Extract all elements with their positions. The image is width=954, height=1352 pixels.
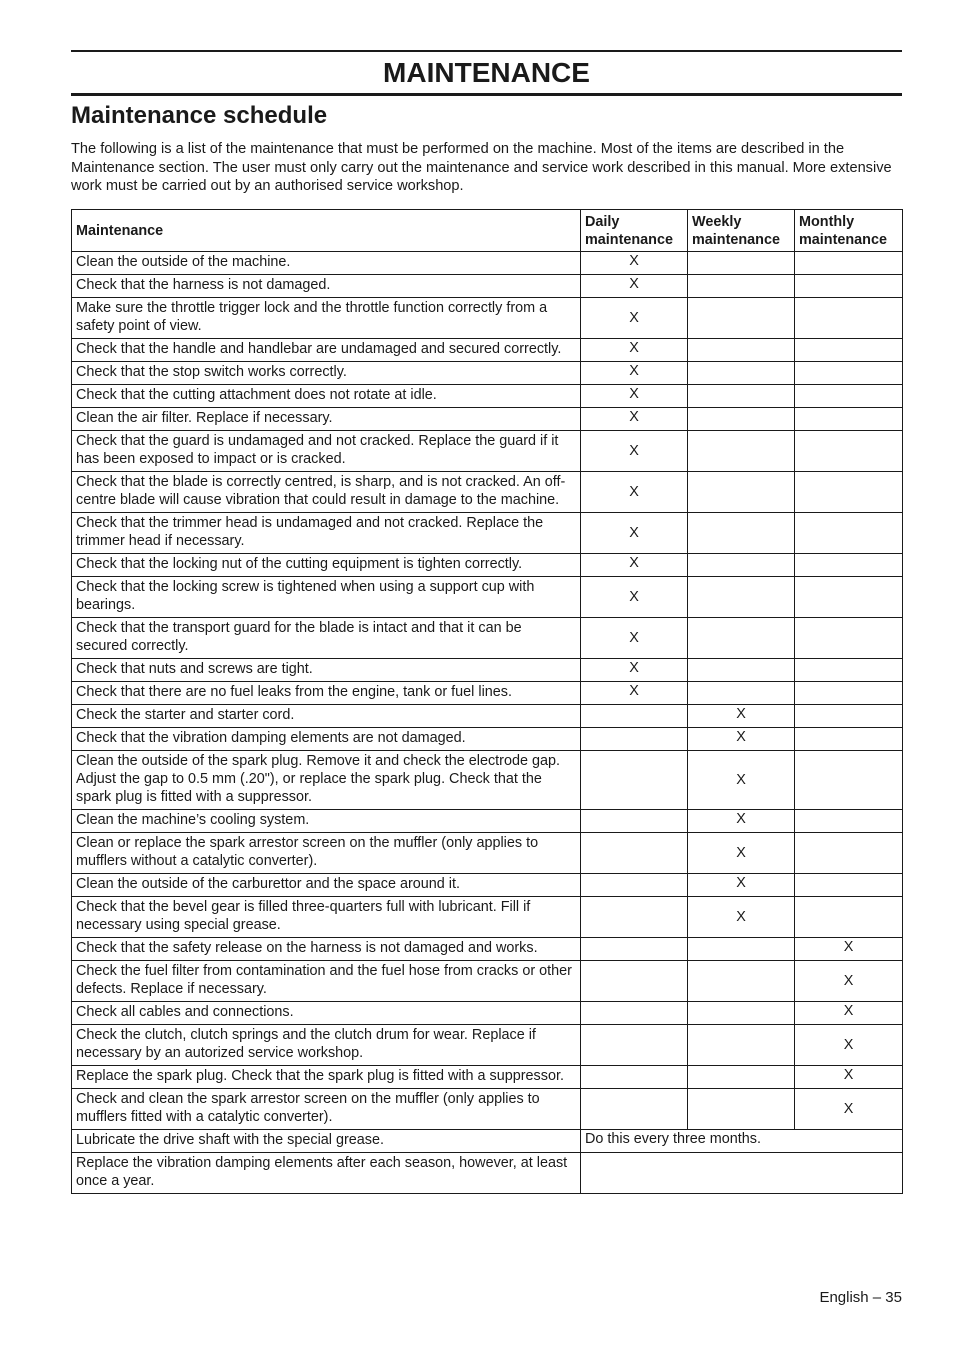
daily-mark-cell: X — [581, 618, 688, 659]
table-row — [72, 554, 903, 577]
task-cell: Check all cables and connections. — [72, 1002, 581, 1025]
table-row — [72, 275, 903, 298]
task-cell: Replace the vibration damping elements after each season, however, at least once a year. — [72, 1153, 581, 1194]
monthly-mark-cell — [795, 431, 903, 472]
task-cell: Check that the trimmer head is undamaged and not cracked. Replace the trimmer head if necessary. — [72, 513, 581, 554]
weekly-mark-cell — [688, 1089, 795, 1130]
task-cell: Check and clean the spark arrestor screen on the muffler (only applies to mufflers fitted with a catalytic converter). — [72, 1089, 581, 1130]
task-cell: Clean the outside of the machine. — [72, 252, 581, 275]
table-header-row — [72, 210, 903, 252]
monthly-mark-cell — [795, 897, 903, 938]
daily-mark-cell: X — [581, 513, 688, 554]
monthly-mark-cell — [795, 810, 903, 833]
table-row — [72, 751, 903, 810]
task-cell: Clean the air filter. Replace if necessary. — [72, 408, 581, 431]
weekly-mark-cell — [688, 408, 795, 431]
monthly-mark-cell — [795, 362, 903, 385]
table-row — [72, 1153, 903, 1194]
monthly-mark-cell — [795, 728, 903, 751]
weekly-mark-cell — [688, 252, 795, 275]
monthly-mark-cell: X — [795, 1066, 903, 1089]
weekly-mark-cell: X — [688, 705, 795, 728]
daily-mark-cell — [581, 1002, 688, 1025]
table-row — [72, 659, 903, 682]
daily-mark-cell: X — [581, 577, 688, 618]
weekly-mark-cell — [688, 1066, 795, 1089]
weekly-mark-cell — [688, 362, 795, 385]
header-maintenance: Maintenance — [72, 210, 581, 252]
weekly-mark-cell — [688, 577, 795, 618]
task-cell: Check that the cutting attachment does not rotate at idle. — [72, 385, 581, 408]
task-cell: Check that the locking screw is tightened when using a support cup with bearings. — [72, 577, 581, 618]
daily-mark-cell: X — [581, 298, 688, 339]
task-cell: Check that there are no fuel leaks from the engine, tank or fuel lines. — [72, 682, 581, 705]
daily-mark-cell — [581, 1066, 688, 1089]
weekly-mark-cell: X — [688, 751, 795, 810]
weekly-mark-cell — [688, 618, 795, 659]
interval-note-cell — [581, 1153, 903, 1194]
task-cell: Check that nuts and screws are tight. — [72, 659, 581, 682]
monthly-mark-cell — [795, 833, 903, 874]
weekly-mark-cell — [688, 298, 795, 339]
table-row — [72, 1089, 903, 1130]
header-rule-top — [71, 50, 902, 52]
table-row — [72, 513, 903, 554]
monthly-mark-cell — [795, 472, 903, 513]
table-row — [72, 408, 903, 431]
weekly-mark-cell: X — [688, 897, 795, 938]
daily-mark-cell: X — [581, 408, 688, 431]
task-cell: Lubricate the drive shaft with the special grease. — [72, 1130, 581, 1153]
task-cell: Clean the outside of the carburettor and the space around it. — [72, 874, 581, 897]
monthly-mark-cell — [795, 298, 903, 339]
weekly-mark-cell — [688, 554, 795, 577]
header-weekly: Weekly maintenance — [688, 210, 795, 252]
task-cell: Check that the vibration damping elements are not damaged. — [72, 728, 581, 751]
daily-mark-cell: X — [581, 682, 688, 705]
daily-mark-cell: X — [581, 252, 688, 275]
page-footer: English – 35 — [819, 1289, 902, 1306]
daily-mark-cell — [581, 961, 688, 1002]
weekly-mark-cell — [688, 1025, 795, 1066]
table-row — [72, 339, 903, 362]
daily-mark-cell: X — [581, 362, 688, 385]
table-row — [72, 810, 903, 833]
table-row — [72, 472, 903, 513]
monthly-mark-cell: X — [795, 1089, 903, 1130]
header-monthly: Monthly maintenance — [795, 210, 903, 252]
weekly-mark-cell: X — [688, 728, 795, 751]
task-cell: Check the starter and starter cord. — [72, 705, 581, 728]
weekly-mark-cell — [688, 1002, 795, 1025]
task-cell: Make sure the throttle trigger lock and the throttle function correctly from a safety point of view. — [72, 298, 581, 339]
weekly-mark-cell — [688, 275, 795, 298]
task-cell: Check that the stop switch works correctly. — [72, 362, 581, 385]
task-cell: Check that the harness is not damaged. — [72, 275, 581, 298]
monthly-mark-cell — [795, 252, 903, 275]
task-cell: Clean the machine’s cooling system. — [72, 810, 581, 833]
table-row — [72, 362, 903, 385]
daily-mark-cell: X — [581, 275, 688, 298]
task-cell: Check that the blade is correctly centred, is sharp, and is not cracked. An off-centre blade will cause vibration that could result in damage to the machine. — [72, 472, 581, 513]
daily-mark-cell: X — [581, 472, 688, 513]
table-row — [72, 1066, 903, 1089]
weekly-mark-cell: X — [688, 874, 795, 897]
monthly-mark-cell — [795, 408, 903, 431]
table-row — [72, 833, 903, 874]
table-row — [72, 705, 903, 728]
weekly-mark-cell — [688, 431, 795, 472]
weekly-mark-cell — [688, 513, 795, 554]
table-row — [72, 252, 903, 275]
table-row — [72, 1025, 903, 1066]
task-cell: Check that the handle and handlebar are undamaged and secured correctly. — [72, 339, 581, 362]
monthly-mark-cell — [795, 554, 903, 577]
monthly-mark-cell: X — [795, 961, 903, 1002]
table-row — [72, 728, 903, 751]
table-row — [72, 897, 903, 938]
table-row — [72, 298, 903, 339]
monthly-mark-cell — [795, 751, 903, 810]
table-row — [72, 1002, 903, 1025]
daily-mark-cell — [581, 833, 688, 874]
monthly-mark-cell — [795, 682, 903, 705]
table-row — [72, 431, 903, 472]
task-cell: Check that the bevel gear is filled three-quarters full with lubricant. Fill if necessary using special grease. — [72, 897, 581, 938]
header-rule-bottom — [71, 93, 902, 96]
daily-mark-cell — [581, 751, 688, 810]
weekly-mark-cell: X — [688, 833, 795, 874]
task-cell: Check that the locking nut of the cutting equipment is tighten correctly. — [72, 554, 581, 577]
task-cell: Clean the outside of the spark plug. Remove it and check the electrode gap. Adjust the gap to 0.5 mm (.20"), or replace the spark plug. Check that the spark plug is fitted with a suppressor. — [72, 751, 581, 810]
daily-mark-cell — [581, 728, 688, 751]
daily-mark-cell: X — [581, 339, 688, 362]
table-body — [72, 252, 903, 1194]
task-cell: Check that the safety release on the harness is not damaged and works. — [72, 938, 581, 961]
monthly-mark-cell — [795, 618, 903, 659]
daily-mark-cell — [581, 874, 688, 897]
section-title: MAINTENANCE — [383, 57, 590, 88]
daily-mark-cell — [581, 897, 688, 938]
table-row — [72, 961, 903, 1002]
task-cell: Clean or replace the spark arrestor screen on the muffler (only applies to mufflers without a catalytic converter). — [72, 833, 581, 874]
daily-mark-cell — [581, 1089, 688, 1130]
task-cell: Check that the guard is undamaged and not cracked. Replace the guard if it has been exposed to impact or is cracked. — [72, 431, 581, 472]
interval-note-cell: Do this every three months. — [581, 1130, 903, 1153]
monthly-mark-cell — [795, 275, 903, 298]
weekly-mark-cell — [688, 472, 795, 513]
weekly-mark-cell — [688, 682, 795, 705]
weekly-mark-cell — [688, 385, 795, 408]
monthly-mark-cell — [795, 659, 903, 682]
monthly-mark-cell — [795, 874, 903, 897]
task-cell: Check the clutch, clutch springs and the clutch drum for wear. Replace if necessary by an autorized service workshop. — [72, 1025, 581, 1066]
table-row — [72, 1130, 903, 1153]
task-cell: Check that the transport guard for the blade is intact and that it can be secured correctly. — [72, 618, 581, 659]
daily-mark-cell — [581, 705, 688, 728]
daily-mark-cell: X — [581, 385, 688, 408]
weekly-mark-cell — [688, 339, 795, 362]
task-cell: Replace the spark plug. Check that the spark plug is fitted with a suppressor. — [72, 1066, 581, 1089]
daily-mark-cell — [581, 938, 688, 961]
monthly-mark-cell — [795, 385, 903, 408]
intro-paragraph: The following is a list of the maintenance that must be performed on the machine. Most of the items are described in the Maintenance section. The user must only carry out the maintenance and service work described in this manual. More extensive work must be carried out by an authorised service workshop. — [71, 141, 892, 194]
table-row — [72, 577, 903, 618]
maintenance-schedule-table — [71, 209, 903, 1194]
table-row — [72, 938, 903, 961]
monthly-mark-cell: X — [795, 1025, 903, 1066]
page-heading: Maintenance schedule — [71, 102, 328, 129]
weekly-mark-cell — [688, 659, 795, 682]
daily-mark-cell — [581, 810, 688, 833]
table-row — [72, 385, 903, 408]
header-daily: Daily maintenance — [581, 210, 688, 252]
table-row — [72, 618, 903, 659]
daily-mark-cell — [581, 1025, 688, 1066]
daily-mark-cell: X — [581, 659, 688, 682]
table-row — [72, 682, 903, 705]
monthly-mark-cell: X — [795, 938, 903, 961]
monthly-mark-cell — [795, 705, 903, 728]
weekly-mark-cell — [688, 961, 795, 1002]
table-row — [72, 874, 903, 897]
monthly-mark-cell — [795, 339, 903, 362]
daily-mark-cell: X — [581, 431, 688, 472]
daily-mark-cell: X — [581, 554, 688, 577]
monthly-mark-cell — [795, 577, 903, 618]
monthly-mark-cell — [795, 513, 903, 554]
monthly-mark-cell: X — [795, 1002, 903, 1025]
weekly-mark-cell — [688, 938, 795, 961]
weekly-mark-cell: X — [688, 810, 795, 833]
task-cell: Check the fuel filter from contamination and the fuel hose from cracks or other defects. Replace if necessary. — [72, 961, 581, 1002]
